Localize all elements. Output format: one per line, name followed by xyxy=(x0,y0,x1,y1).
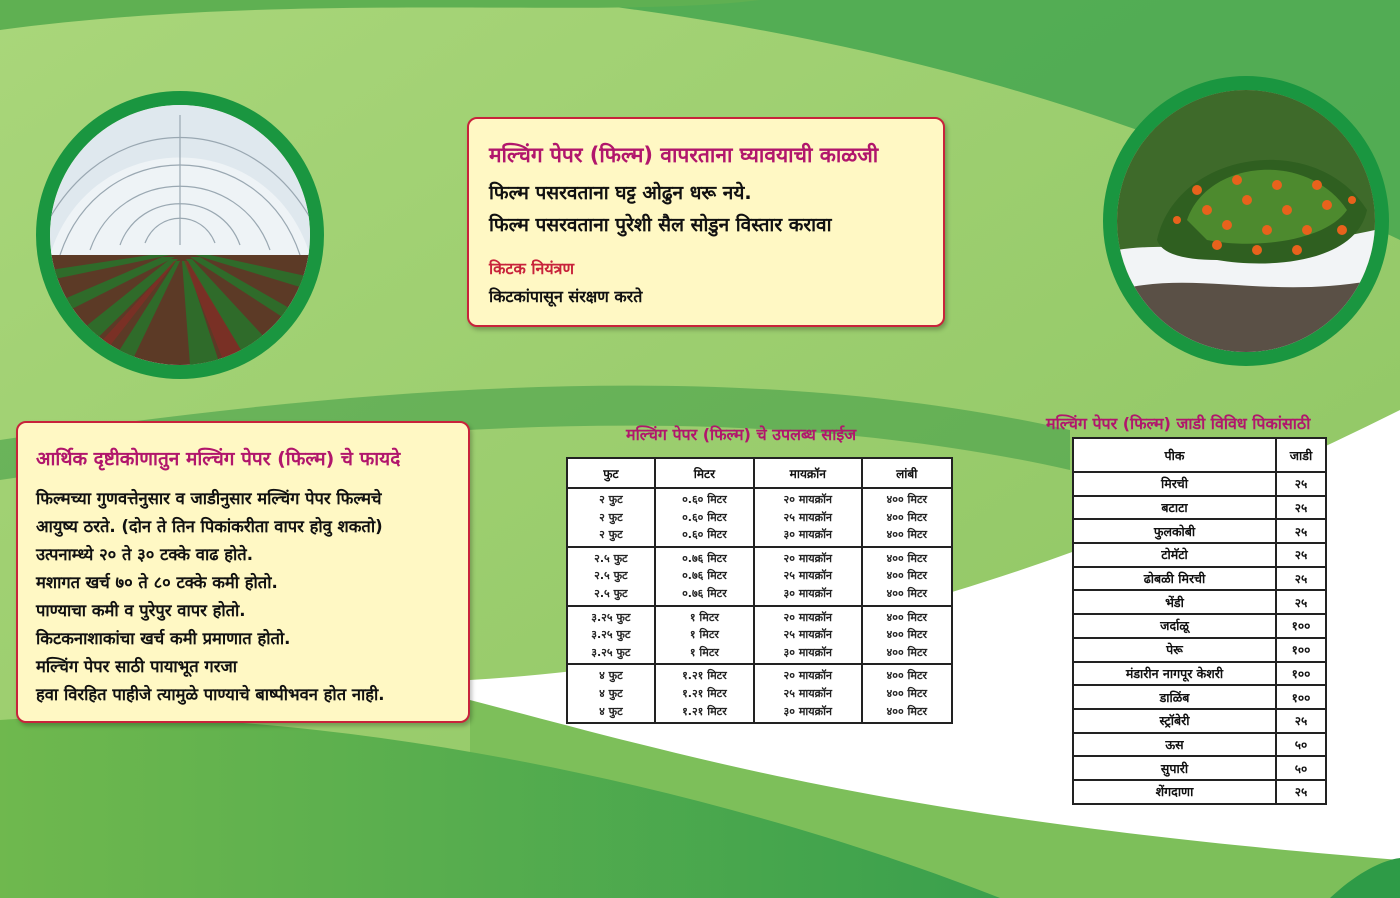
size-table-row xyxy=(567,685,952,703)
thickness-table-row xyxy=(1073,472,1326,496)
crop-name-cell: सुपारी xyxy=(1073,756,1276,780)
size-table-cell: ४०० मिटर xyxy=(862,547,952,568)
size-table-row xyxy=(567,703,952,724)
benefits-title: आर्थिक दृष्टीकोणातुन मल्चिंग पेपर (फिल्म) चे फायदे xyxy=(36,448,401,470)
care-line: फिल्म पसरवताना घट्ट ओढुन धरू नये. xyxy=(489,182,752,204)
size-table-cell: ३० मायक्रॉन xyxy=(754,585,862,606)
size-table-cell: ४०० मिटर xyxy=(862,567,952,585)
size-table-cell: १ मिटर xyxy=(655,606,754,627)
size-table-cell: ०.७६ मिटर xyxy=(655,585,754,606)
size-table-row xyxy=(567,644,952,665)
thickness-table-row xyxy=(1073,590,1326,614)
crop-name-cell: शेंगदाणा xyxy=(1073,780,1276,804)
benefits-info-box xyxy=(16,421,470,723)
size-table-cell: २.५ फुट xyxy=(567,547,655,568)
size-table-cell: ३० मायक्रॉन xyxy=(754,703,862,724)
size-table-cell: १.२१ मिटर xyxy=(655,685,754,703)
greenhouse-photo xyxy=(36,91,324,379)
thickness-table-row xyxy=(1073,780,1326,804)
size-table-cell: २५ मायक्रॉन xyxy=(754,685,862,703)
size-table-row xyxy=(567,664,952,685)
thickness-table-row xyxy=(1073,756,1326,780)
thickness-table xyxy=(1072,437,1327,805)
pest-control-text: किटकांपासून संरक्षण करते xyxy=(489,287,643,306)
care-info-box xyxy=(467,117,945,327)
crop-name-cell: टोमॅटो xyxy=(1073,543,1276,567)
benefit-line: पाण्याचा कमी व पुरेपुर वापर होतो. xyxy=(36,601,246,620)
size-table-row xyxy=(567,585,952,606)
care-line: फिल्म पसरवताना पुरेशी सैल सोडुन विस्तार करावा xyxy=(489,214,832,236)
crop-name-cell: मिरची xyxy=(1073,472,1276,496)
size-table-cell: १ मिटर xyxy=(655,626,754,644)
thickness-table-row xyxy=(1073,662,1326,686)
thickness-table-row xyxy=(1073,709,1326,733)
header-meter: मिटर xyxy=(655,458,754,488)
care-title: मल्चिंग पेपर (फिल्म) वापरताना घ्यावयाची काळजी xyxy=(489,143,879,167)
thickness-table-row xyxy=(1073,543,1326,567)
crop-name-cell: मंडारीन नागपूर केशरी xyxy=(1073,662,1276,686)
size-table-cell: ३.२५ फुट xyxy=(567,626,655,644)
thickness-value-cell: २५ xyxy=(1276,496,1326,520)
thickness-value-cell: २५ xyxy=(1276,590,1326,614)
thickness-table-title: मल्चिंग पेपर (फिल्म) जाडी विविध पिकांसाठी xyxy=(1046,414,1311,433)
crop-name-cell: पेरू xyxy=(1073,638,1276,662)
size-table-cell: २ फुट xyxy=(567,509,655,527)
pest-control-title: किटक नियंत्रण xyxy=(489,259,575,278)
crop-name-cell: ऊस xyxy=(1073,733,1276,757)
size-table-cell: ४०० मिटर xyxy=(862,509,952,527)
size-table-cell: ०.६० मिटर xyxy=(655,526,754,547)
size-table-cell: २० मायक्रॉन xyxy=(754,488,862,509)
size-table-cell: २५ मायक्रॉन xyxy=(754,509,862,527)
crop-name-cell: डाळिंब xyxy=(1073,685,1276,709)
benefit-line: उत्पनाम्ध्ये २० ते ३० टक्के वाढ होते. xyxy=(36,545,253,564)
size-table-cell: २.५ फुट xyxy=(567,585,655,606)
thickness-value-cell: २५ xyxy=(1276,567,1326,591)
size-table-cell: ०.७६ मिटर xyxy=(655,567,754,585)
size-table-cell: ३.२५ फुट xyxy=(567,606,655,627)
size-table-body xyxy=(567,488,952,723)
thickness-table-row xyxy=(1073,519,1326,543)
size-table-cell: ३० मायक्रॉन xyxy=(754,644,862,665)
size-table-cell: ०.६० मिटर xyxy=(655,488,754,509)
size-table-cell: २ फुट xyxy=(567,488,655,509)
size-table-cell: ४०० मिटर xyxy=(862,685,952,703)
size-table-cell: २५ मायक्रॉन xyxy=(754,567,862,585)
thickness-table-row xyxy=(1073,638,1326,662)
thickness-value-cell: २५ xyxy=(1276,472,1326,496)
size-table-row xyxy=(567,526,952,547)
thickness-table-row xyxy=(1073,567,1326,591)
thickness-table-body xyxy=(1073,472,1326,804)
size-table-row xyxy=(567,606,952,627)
size-table-cell: २० मायक्रॉन xyxy=(754,547,862,568)
thickness-value-cell: ५० xyxy=(1276,756,1326,780)
size-table-row xyxy=(567,488,952,509)
size-table-cell: ४०० मिटर xyxy=(862,606,952,627)
size-table-cell: १.२१ मिटर xyxy=(655,664,754,685)
thickness-table-row xyxy=(1073,496,1326,520)
thickness-table-header-row xyxy=(1073,438,1326,472)
size-table-cell: ४०० मिटर xyxy=(862,585,952,606)
size-table-cell: ४०० मिटर xyxy=(862,664,952,685)
size-table-cell: ४ फुट xyxy=(567,685,655,703)
size-table-cell: ३.२५ फुट xyxy=(567,644,655,665)
crop-name-cell: भेंडी xyxy=(1073,590,1276,614)
size-table-cell: २५ मायक्रॉन xyxy=(754,626,862,644)
size-table-title: मल्चिंग पेपर (फिल्म) चे उपलब्ध साईज xyxy=(626,425,857,444)
size-table-cell: २ फुट xyxy=(567,526,655,547)
size-table-cell: २० मायक्रॉन xyxy=(754,664,862,685)
size-table-cell: ४०० मिटर xyxy=(862,703,952,724)
size-table-row xyxy=(567,567,952,585)
header-length: लांबी xyxy=(862,458,952,488)
size-table-cell: ४०० मिटर xyxy=(862,526,952,547)
size-table-cell: ४ फुट xyxy=(567,664,655,685)
thickness-value-cell: २५ xyxy=(1276,709,1326,733)
thickness-value-cell: ५० xyxy=(1276,733,1326,757)
size-table-cell: १ मिटर xyxy=(655,644,754,665)
size-table-cell: २० मायक्रॉन xyxy=(754,606,862,627)
benefit-line: मल्चिंग पेपर साठी पायाभूत गरजा xyxy=(36,657,237,676)
size-table-cell: ४०० मिटर xyxy=(862,644,952,665)
size-table-row xyxy=(567,547,952,568)
crop-name-cell: बटाटा xyxy=(1073,496,1276,520)
crop-name-cell: स्ट्रॉबेरी xyxy=(1073,709,1276,733)
thickness-table-row xyxy=(1073,733,1326,757)
header-thickness: जाडी xyxy=(1276,438,1326,472)
benefit-line: किटकनाशाकांचा खर्च कमी प्रमाणात होतो. xyxy=(36,629,291,648)
header-feet: फुट xyxy=(567,458,655,488)
thickness-value-cell: १०० xyxy=(1276,685,1326,709)
size-table-cell: ४ फुट xyxy=(567,703,655,724)
size-table-row xyxy=(567,626,952,644)
size-table-row xyxy=(567,509,952,527)
benefit-line: हवा विरहित पाहीजे त्यामुळे पाण्याचे बाष्पीभवन होत नाही. xyxy=(36,685,385,704)
header-micron: मायक्रॉन xyxy=(754,458,862,488)
thickness-value-cell: २५ xyxy=(1276,543,1326,567)
thickness-value-cell: १०० xyxy=(1276,638,1326,662)
benefits-list xyxy=(36,485,385,709)
size-table-cell: ०.६० मिटर xyxy=(655,509,754,527)
size-table-header-row xyxy=(567,458,952,488)
thickness-value-cell: १०० xyxy=(1276,662,1326,686)
header-crop: पीक xyxy=(1073,438,1276,472)
size-table xyxy=(566,457,953,724)
size-table-cell: १.२१ मिटर xyxy=(655,703,754,724)
size-table-cell: ४०० मिटर xyxy=(862,488,952,509)
benefit-line: फिल्मच्या गुणवत्तेनुसार व जाडीनुसार मल्चिंग पेपर फिल्मचे xyxy=(36,489,382,508)
size-table-cell: ४०० मिटर xyxy=(862,626,952,644)
crop-name-cell: ढोबळी मिरची xyxy=(1073,567,1276,591)
thickness-table-row xyxy=(1073,685,1326,709)
crop-name-cell: जर्दाळू xyxy=(1073,614,1276,638)
orange-tree-photo xyxy=(1103,76,1389,366)
size-table-cell: ०.७६ मिटर xyxy=(655,547,754,568)
thickness-value-cell: १०० xyxy=(1276,614,1326,638)
benefit-line: आयुष्य ठरते. (दोन ते तिन पिकांकरीता वापर होवु शकतो) xyxy=(36,517,383,536)
crop-name-cell: फुलकोबी xyxy=(1073,519,1276,543)
size-table-cell: ३० मायक्रॉन xyxy=(754,526,862,547)
size-table-cell: २.५ फुट xyxy=(567,567,655,585)
benefit-line: मशागत खर्च ७० ते ८० टक्के कमी होतो. xyxy=(36,573,278,592)
thickness-table-row xyxy=(1073,614,1326,638)
thickness-value-cell: २५ xyxy=(1276,519,1326,543)
thickness-value-cell: २५ xyxy=(1276,780,1326,804)
